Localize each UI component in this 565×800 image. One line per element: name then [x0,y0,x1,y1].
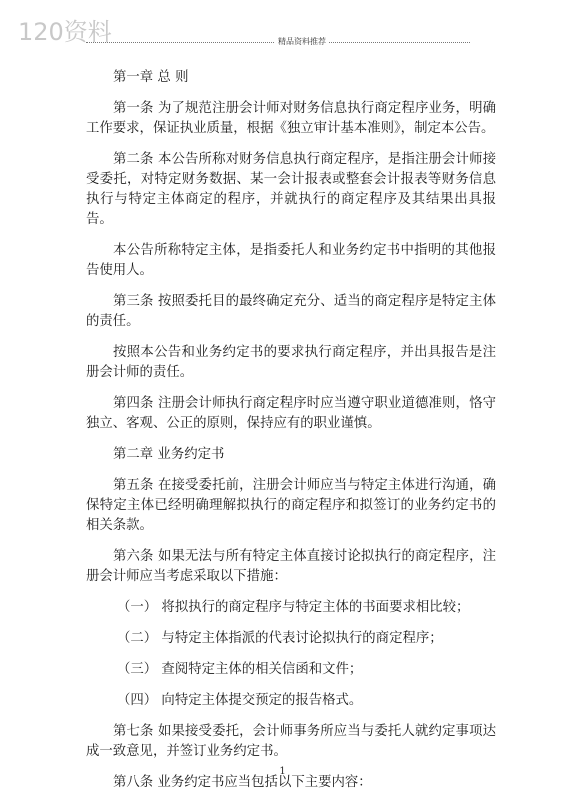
paragraph-gap [86,649,496,660]
paragraph-gap [86,711,496,722]
paragraph-gap [86,139,496,150]
paragraph-gap [86,434,496,445]
list-item: （二） 与特定主体指派的代表讨论拟执行的商定程序； [117,631,443,646]
list-item: （三） 查阅特定主体的相关信函和文件； [117,662,363,677]
paragraph: 第六条 如果无法与所有特定主体直接讨论拟执行的商定程序，注册会计师应当考虑采取以下措施： [86,549,496,584]
chapter-heading: 第二章 业务约定书 [113,447,225,462]
paragraph-gap [86,332,496,343]
paragraph: 第二条 本公告所称对财务信息执行商定程序，是指注册会计师接受委托，对特定财务数据、某一会计报表或整套会计报表等财务信息执行与特定主体商定的程序，并就执行的商定程序及其结果出具报告。 [86,152,496,227]
page-number: 1 [279,766,286,777]
paragraph: 本公告所称特定主体，是指委托人和业务约定书中指明的其他报告使用人。 [86,243,496,278]
paragraph: 第三条 按照委托目的最终确定充分、适当的商定程序是特定主体的责任。 [86,294,496,329]
paragraph: 按照本公告和业务约定书的要求执行商定程序，并出具报告是注册会计师的责任。 [86,345,496,380]
paragraph-gap [86,680,496,691]
list-item: （一） 将拟执行的商定程序与特定主体的书面要求相比较； [117,600,470,615]
paragraph-gap [86,536,496,547]
paragraph-gap [86,618,496,629]
list-item: （四） 向特定主体提交预定的报告格式。 [117,693,363,708]
paragraph-gap [86,587,496,598]
paragraph-gap [86,383,496,394]
paragraph: 第七条 如果接受委托，会计师事务所应当与委托人就约定事项达成一致意见，并签订业务约定书。 [86,724,496,759]
paragraph: 第五条 在接受委托前，注册会计师应当与特定主体进行沟通，确保特定主体已经明确理解拟执行的商定程序和拟签订的业务约定书的相关条款。 [86,478,496,533]
paragraph-gap [86,465,496,476]
header-banner: 精品资料推荐 [275,36,329,47]
chapter-heading: 第一章 总 则 [113,70,189,85]
paragraph: 第一条 为了规范注册会计师对财务信息执行商定程序业务，明确工作要求，保证执业质量，根据《独立审计基本准则》，制定本公告。 [86,101,496,136]
paragraph-gap [86,230,496,241]
document-body [86,68,496,793]
site-logo: 120资料 [18,18,112,46]
paragraph-gap [86,281,496,292]
paragraph: 第四条 注册会计师执行商定程序时应当遵守职业道德准则，恪守独立、客观、公正的原则，保持应有的职业谨慎。 [86,396,496,431]
paragraph: 第八条 业务约定书应当包括以下主要内容： [113,775,372,790]
paragraph-gap [86,88,496,99]
